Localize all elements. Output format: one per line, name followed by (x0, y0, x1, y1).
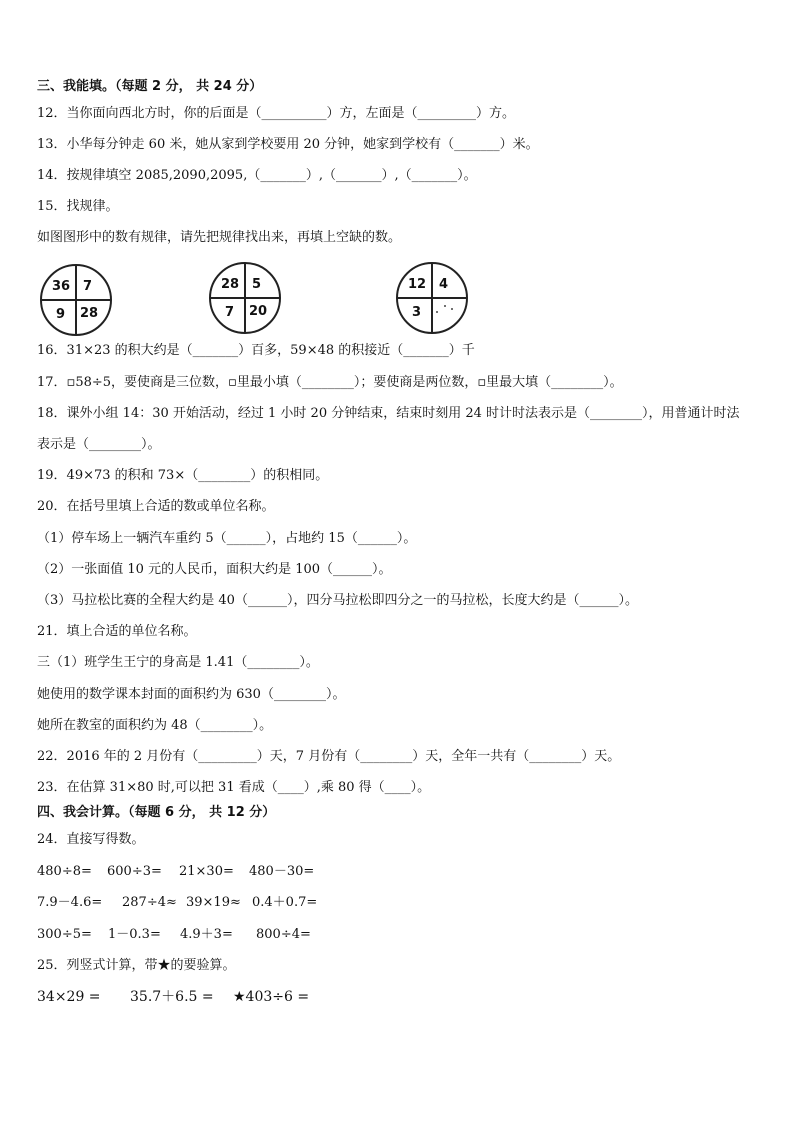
circle-3-top-right: 4 (439, 277, 449, 292)
circle-1-top-left: 36 (52, 279, 71, 294)
question-14: 14．按规律填空 2085,2090,2095,（_______）,（_______）,（_______）。 (37, 168, 477, 183)
missing-value-dots (434, 302, 458, 316)
question-21-1: 三（1）班学生王宁的身高是 1.41（________）。 (37, 655, 319, 670)
calc-r1-c2: 600÷3= (107, 864, 162, 879)
calc-r3-c3: 4.9＋3= (180, 927, 233, 942)
question-20: 20．在括号里填上合适的数或单位名称。 (37, 499, 275, 514)
circle-2-top-left: 28 (221, 277, 240, 292)
circle-2-top-right: 5 (252, 277, 262, 292)
calc-r1-c1: 480÷8= (37, 864, 92, 879)
question-18-cont: 表示是（________）。 (37, 437, 161, 452)
circle-3-top-left: 12 (408, 277, 427, 292)
pattern-circle-2 (209, 262, 281, 334)
question-21: 21．填上合适的单位名称。 (37, 624, 197, 639)
question-15: 15．找规律。 (37, 199, 119, 214)
question-19: 19．49×73 的积和 73×（________）的积相同。 (37, 468, 329, 483)
circle-1-bottom-right: 28 (80, 306, 99, 321)
question-16: 16．31×23 的积大约是（_______）百多，59×48 的积接近（_______）千 (37, 343, 475, 358)
question-17: 17．▫58÷5，要使商是三位数，▫里最小填（________）；要使商是两位数，▫里最大填（________）。 (37, 375, 623, 390)
calc-r2-c1: 7.9－4.6= (37, 895, 103, 910)
pattern-circle-1 (40, 264, 112, 336)
pattern-circle-3 (396, 262, 468, 334)
circle-1-bottom-left: 9 (56, 307, 66, 322)
circle-2-bottom-left: 7 (225, 305, 235, 320)
calc-r1-c4: 480－30= (249, 864, 315, 879)
question-21-3: 她所在教室的面积约为 48（________）。 (37, 718, 273, 733)
calc-r1-c3: 21×30= (179, 864, 234, 879)
question-22: 22．2016 年的 2 月份有（_________）天，7 月份有（________）天，全年一共有（________）天。 (37, 749, 621, 764)
calc-r3-c2: 1－0.3= (108, 927, 161, 942)
question-24: 24．直接写得数。 (37, 832, 145, 847)
question-12: 12．当你面向西北方时，你的后面是（__________）方，左面是（_________）方。 (37, 106, 516, 121)
vertical-calc-3: ★403÷6 = (233, 989, 310, 1005)
circle-3-bottom-left: 3 (412, 305, 422, 320)
question-23: 23．在估算 31×80 时,可以把 31 看成（____）,乘 80 得（____）。 (37, 780, 431, 795)
calc-r3-c4: 800÷4= (256, 927, 311, 942)
circle-1-top-right: 7 (83, 279, 93, 294)
calc-r2-c2: 287÷4≈ (122, 895, 177, 910)
vertical-calc-1: 34×29 = (37, 989, 101, 1005)
section-3-title: 三、我能填。（每题 2 分， 共 24 分） (37, 79, 263, 94)
question-20-3: （3）马拉松比赛的全程大约是 40（______），四分马拉松即四分之一的马拉松，长度大约是（______）。 (37, 593, 638, 608)
section-4-title: 四、我会计算。（每题 6 分， 共 12 分） (37, 805, 276, 820)
question-20-1: （1）停车场上一辆汽车重约 5（______），占地约 15（______）。 (37, 531, 417, 546)
calc-r2-c3: 39×19≈ (186, 895, 241, 910)
question-18: 18．课外小组 14：30 开始活动，经过 1 小时 20 分钟结束，结束时刻用 24 时计时法表示是（________），用普通计时法 (37, 406, 740, 421)
calc-r2-c4: 0.4＋0.7= (252, 895, 318, 910)
question-13: 13．小华每分钟走 60 米，她从家到学校要用 20 分钟，她家到学校有（_______）米。 (37, 137, 539, 152)
vertical-calc-2: 35.7＋6.5 = (130, 989, 214, 1005)
question-21-2: 她使用的数学课本封面的面积约为 630（________）。 (37, 687, 346, 702)
question-25: 25．列竖式计算，带★的要验算。 (37, 958, 236, 973)
calc-r3-c1: 300÷5= (37, 927, 92, 942)
question-20-2: （2）一张面值 10 元的人民币，面积大约是 100（______）。 (37, 562, 392, 577)
circle-2-bottom-right: 20 (249, 304, 268, 319)
question-15-instruction: 如图图形中的数有规律，请先把规律找出来，再填上空缺的数。 (37, 230, 402, 245)
